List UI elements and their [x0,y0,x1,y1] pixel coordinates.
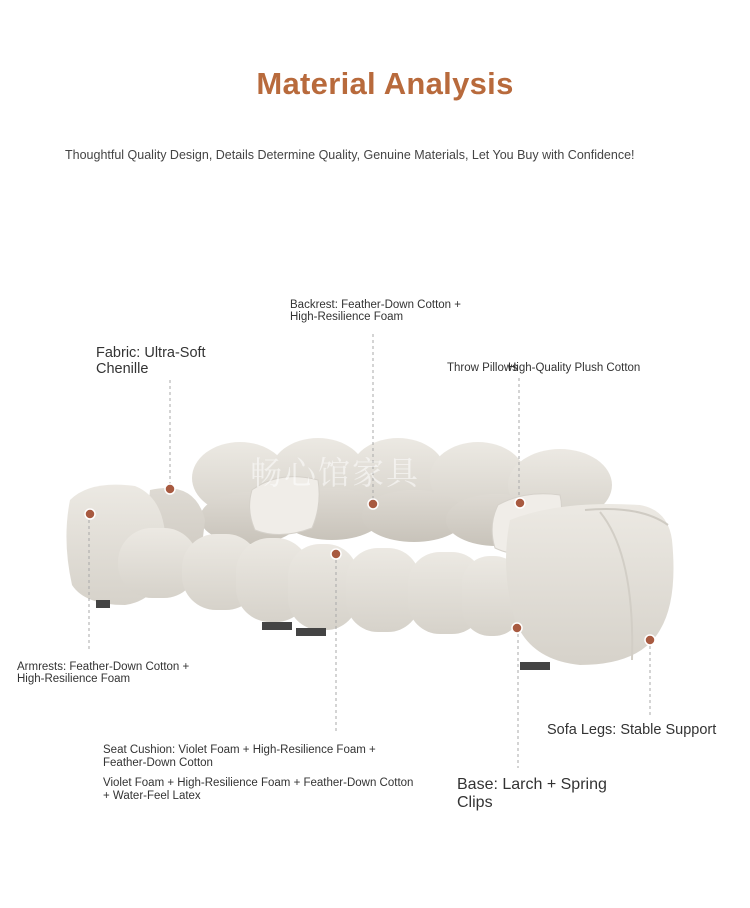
callout-seat-cushion-alt-line-1: Violet Foam + High-Resilience Foam + Feather-Down Cotton [103,777,414,789]
callout-backrest-line-1: Backrest: Feather-Down Cotton + [290,299,461,311]
callout-seat-cushion-line-2: Feather-Down Cotton [103,757,213,769]
marker-backrest [368,499,378,509]
callout-fabric [96,345,206,377]
callout-fabric-line-2: Chenille [96,361,149,377]
callout-seat-cushion [103,744,376,770]
callout-seat-cushion-alt-line-2: + Water-Feel Latex [103,790,201,802]
marker-fabric [165,484,175,494]
callout-base-line-1: Base: Larch + Spring [457,776,607,793]
callout-throw-pillows: Throw Pillows [447,362,518,374]
marker-base [512,623,522,633]
callout-armrests-line-2: High-Resilience Foam [17,673,131,685]
callout-fabric-line-1: Fabric: Ultra-Soft [96,345,206,361]
callout-base-line-2: Clips [457,794,493,811]
callout-plush-cotton: High-Quality Plush Cotton [508,362,641,374]
callout-base [457,776,607,812]
callout-armrests-line-1: Armrests: Feather-Down Cotton + [17,661,190,673]
sofa-seat [118,528,522,636]
callout-armrests [17,661,189,685]
marker-armrest [85,509,95,519]
marker-throw-pillow [515,498,525,508]
page-subtitle: Thoughtful Quality Design, Details Determine Quality, Genuine Materials, Let You Buy with Confidence! [65,148,635,162]
callout-backrest-line-2: High-Resilience Foam [290,311,404,323]
callout-backrest [290,299,461,323]
callout-seat-cushion-alt [103,777,413,803]
callout-seat-cushion-line-1: Seat Cushion: Violet Foam + High-Resilience Foam + [103,744,376,756]
marker-legs [645,635,655,645]
watermark: 畅心馆家具 [250,455,421,491]
page-title: Material Analysis [256,66,514,101]
callout-legs: Sofa Legs: Stable Support [547,722,717,738]
marker-seat-cushion [331,549,341,559]
